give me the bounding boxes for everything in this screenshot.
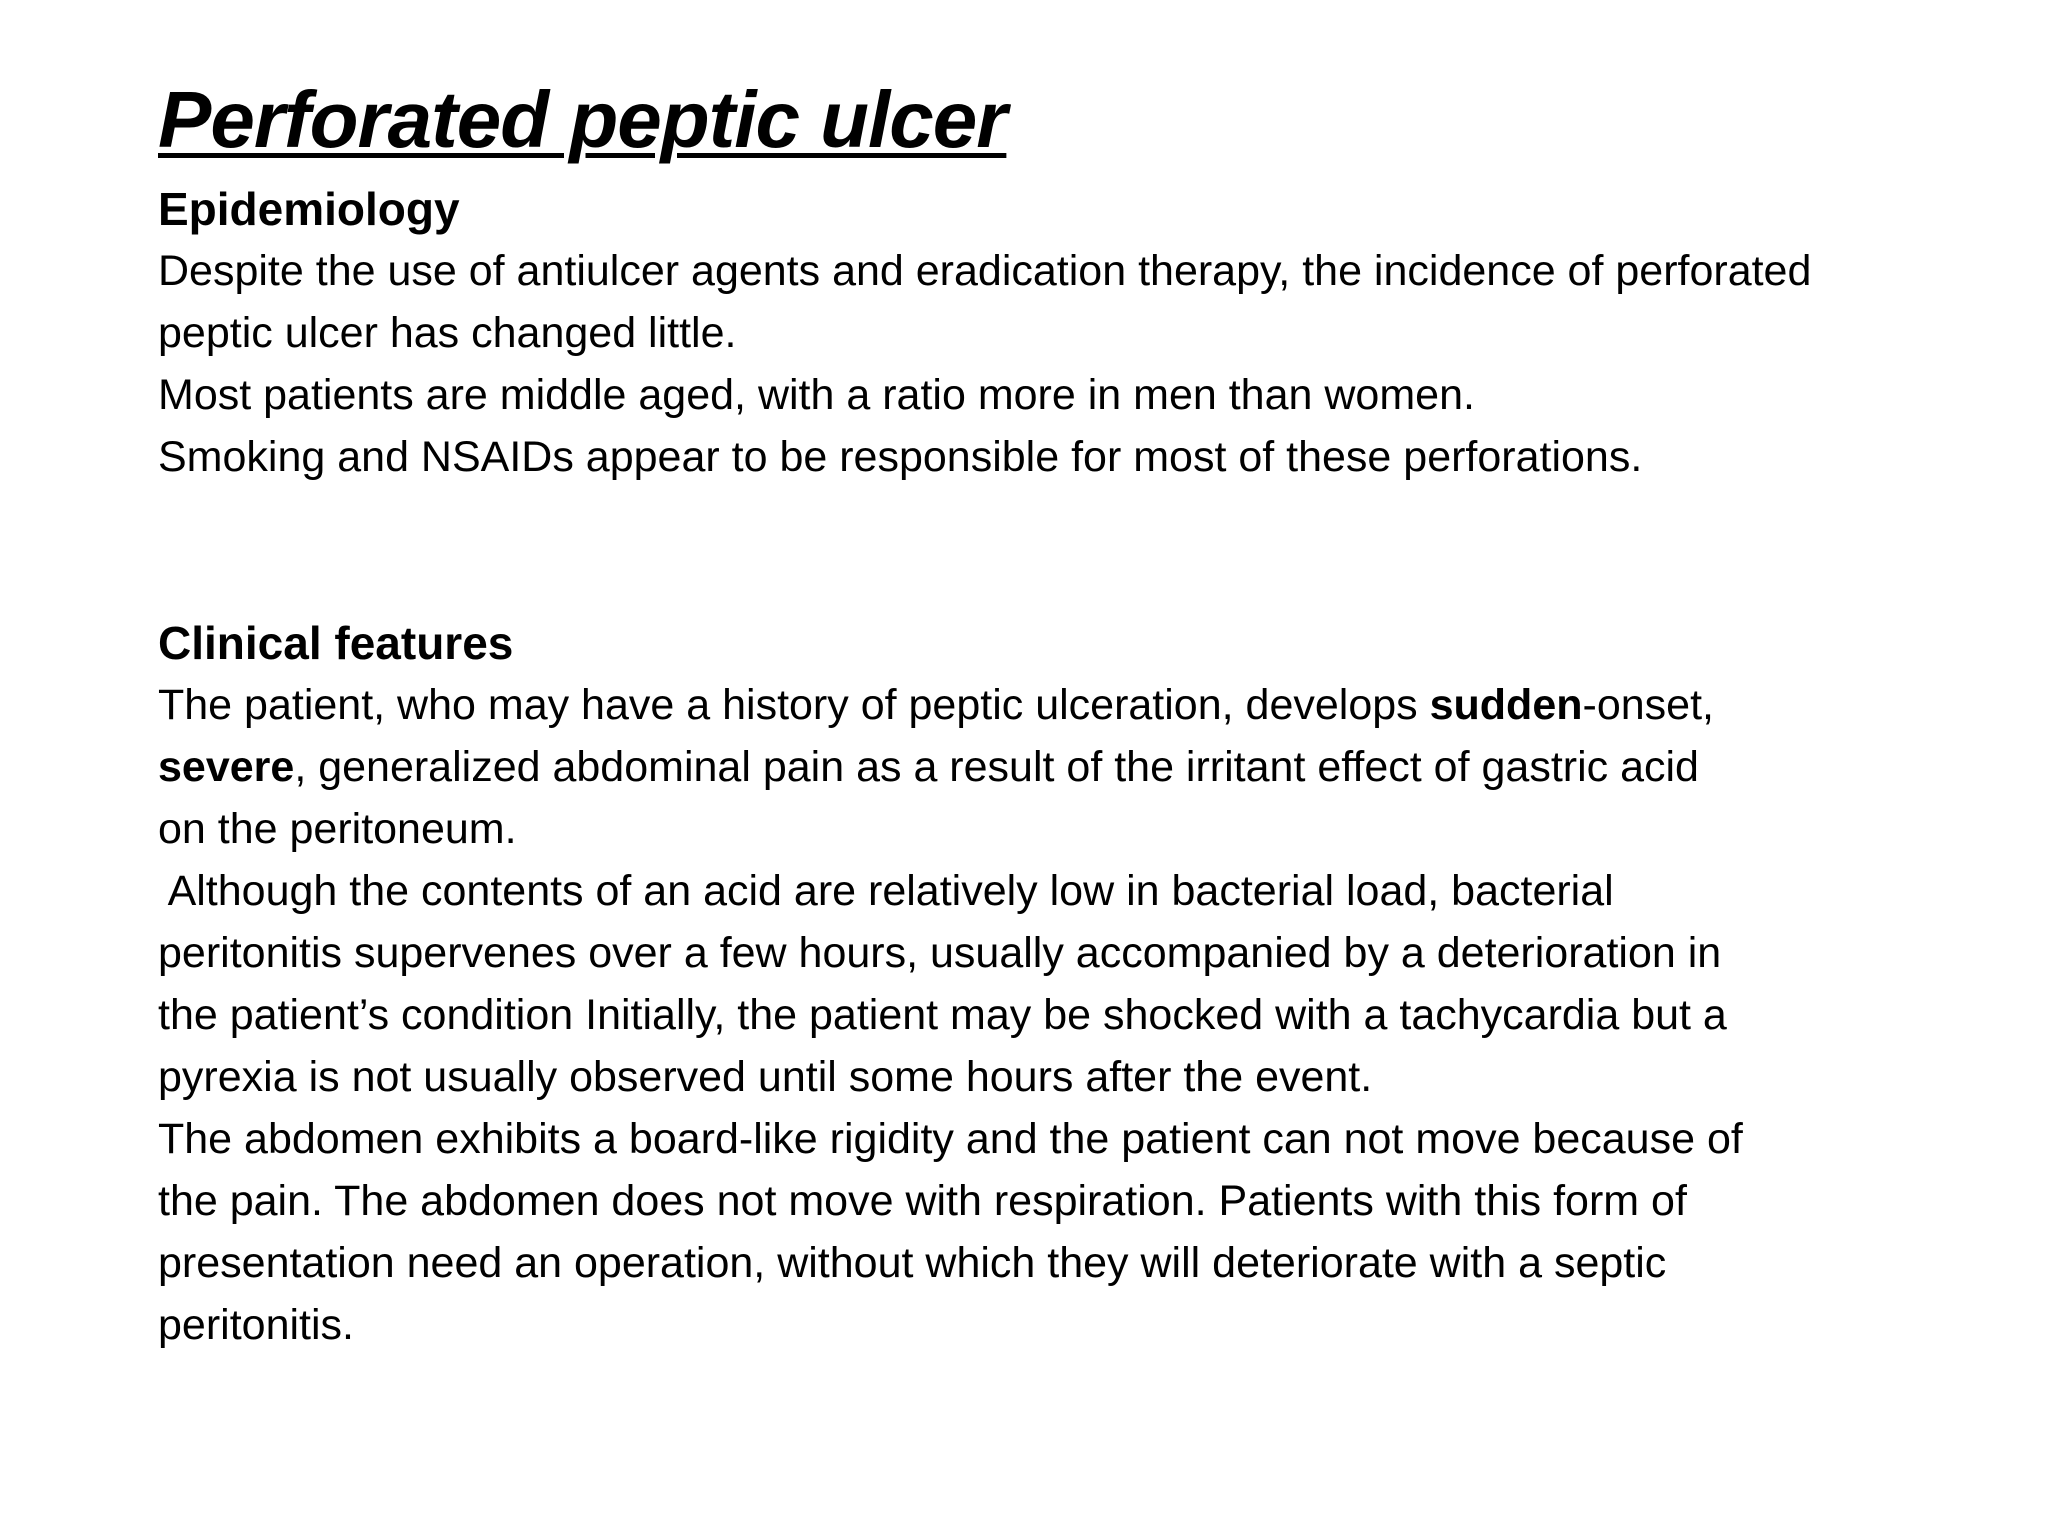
epidemiology-line: Smoking and NSAIDs appear to be responsible for most of these perforations. [158,433,1643,481]
clinical-line: peritonitis. [158,1301,354,1349]
clinical-line: the pain. The abdomen does not move with respiration. Patients with this form of [158,1177,1687,1225]
clinical-line: pyrexia is not usually observed until some hours after the event. [158,1053,1373,1101]
clinical-emphasis-severe: severe [158,743,295,791]
clinical-line: The abdomen exhibits a board-like rigidity and the patient can not move because of [158,1115,1743,1163]
clinical-text: , generalized abdominal pain as a result of the irritant effect of gastric acid [294,743,1699,791]
clinical-line [158,674,2018,736]
epidemiology-line: peptic ulcer has changed little. [158,309,737,357]
clinical-line: Although the contents of an acid are relatively low in bacterial load, bacterial [158,867,1614,915]
clinical-features-heading: Clinical features [158,617,514,669]
epidemiology-heading: Epidemiology [158,183,460,235]
slide-content [158,72,2018,1356]
clinical-line: presentation need an operation, without which they will deteriorate with a septic [158,1239,1667,1287]
clinical-line: peritonitis supervenes over a few hours, usually accompanied by a deterioration in [158,929,1722,977]
clinical-text: The patient, who may have a history of peptic ulceration, develops [158,681,1430,729]
epidemiology-line: Despite the use of antiulcer agents and eradication therapy, the incidence of perforated [158,247,1812,295]
clinical-emphasis-sudden: sudden [1429,681,1583,729]
section-spacer [158,488,2018,612]
epidemiology-line: Most patients are middle aged, with a ratio more in men than women. [158,371,1475,419]
clinical-line [158,736,2018,798]
page-title: Perforated peptic ulcer [158,75,1007,164]
clinical-line: the patient’s condition Initially, the patient may be shocked with a tachycardia but a [158,991,1727,1039]
clinical-line: on the peritoneum. [158,805,517,853]
clinical-text: -onset, [1582,681,1714,729]
